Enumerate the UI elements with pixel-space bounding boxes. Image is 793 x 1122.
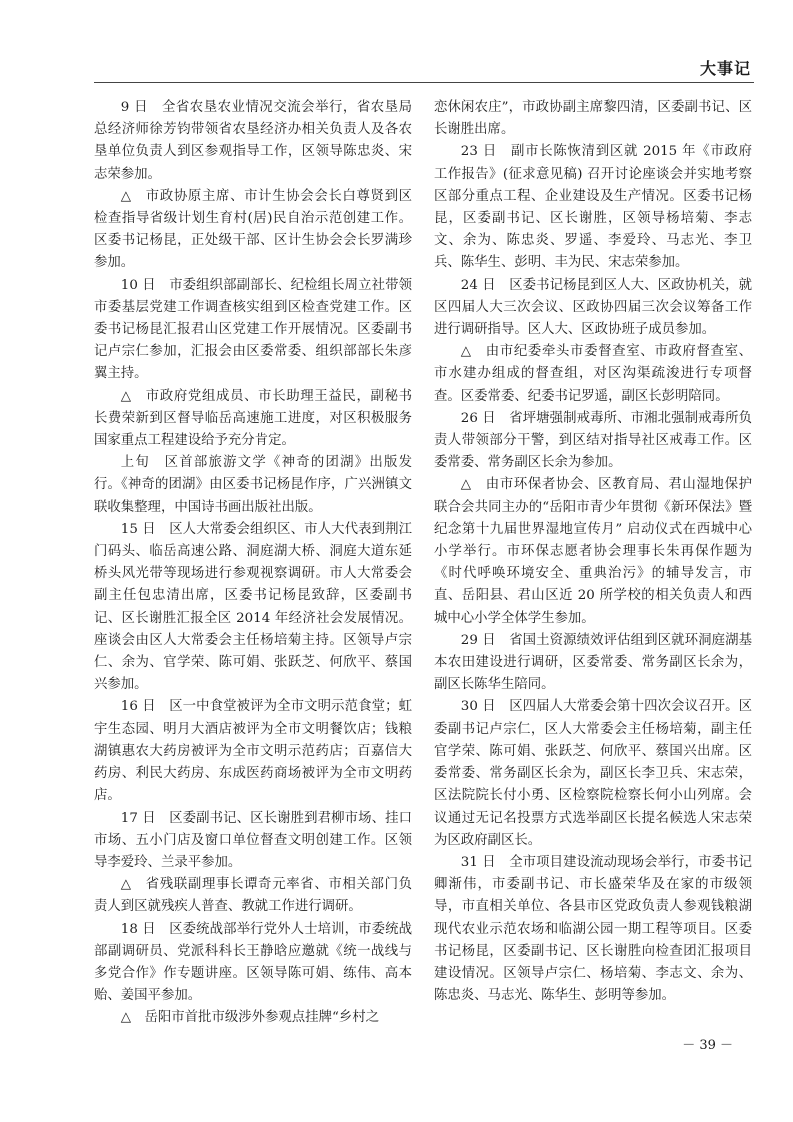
- paragraph: 29 日 省国土资源绩效评估组到区就环洞庭湖基本农田建设进行调研，区委常委、常务副区长余为，副区长陈华生陪同。: [434, 632, 752, 693]
- paragraph: △ 由市环保者协会、区教育局、君山湿地保护联合会共同主办的“岳阳市青少年贯彻《新环保法》暨纪念第十九届世界湿地宣传月” 启动仪式在西城中心小学举行。市环保志愿者协会理事长朱再保作题为《时代呼唤环境安全、重典治污》的辅导发言，市直、岳阳县、君山区近 20 所学校的相关负责人和西城中心小学全体学生参加。: [434, 477, 752, 626]
- paragraph: △ 市政协原主席、市计生协会会长白尊贤到区检查指导省级计划生育村(居)民自治示范创建工作。区委书记杨昆，正处级干部、区计生协会会长罗满珍参加。: [94, 188, 412, 271]
- paragraph: 上旬 区首部旅游文学《神奇的团湖》出版发行。《神奇的团湖》由区委书记杨昆作序，广兴洲镇文联收集整理，中国诗书画出版社出版。: [94, 455, 412, 515]
- paragraph: 23 日 副市长陈恢清到区就 2015 年《市政府工作报告》(征求意见稿) 召开讨论座谈会并实地考察区部分重点工程、企业建设及生产情况。区委书记杨昆，区委副书记、区长谢胜，区领导杨培菊、李志文、余为、陈忠炎、罗遥、李爱玲、马志光、李卫兵、陈华生、彭明、丰为民、宋志荣参加。: [434, 144, 752, 271]
- running-header-title: 大事记: [699, 59, 751, 78]
- paragraph: 18 日 区委统战部举行党外人士培训，市委统战部副调研员、党派科科长王静晗应邀就《统一战线与多党合作》作专题讲座。区领导陈可娟、练伟、高本贻、姜国平参加。: [94, 921, 412, 1004]
- paragraph: 17 日 区委副书记、区长谢胜到君柳市场、挂口市场、五小门店及窗口单位督查文明创建工作。区领导李爱玲、兰录平参加。: [94, 810, 412, 870]
- paragraph: 10 日 市委组织部副部长、纪检组长周立社带领市委基层党建工作调查核实组到区检查党建工作。区委书记杨昆汇报君山区党建工作开展情况。区委副书记卢宗仁参加，汇报会由区委常委、组织部部长朱彦翼主持。: [94, 277, 412, 382]
- paragraph-continuation: 恋休闲农庄”，市政协副主席黎四清，区委副书记、区长谢胜出席。: [434, 100, 752, 138]
- paragraph: 16 日 区一中食堂被评为全市文明示范食堂；虹宇生态园、明月大酒店被评为全市文明餐饮店；钱粮湖镇惠农大药房被评为全市文明示范药店；百嘉信大药房、利民大药房、东成医药商场被评为全市文明药店。: [94, 699, 412, 804]
- paragraph: 15 日 区人大常委会组织区、市人大代表到荆江门码头、临岳高速公路、洞庭湖大桥、洞庭大道东延桥头风光带等现场进行参观视察调研。市人大常委会副主任包忠清出席，区委书记杨昆致辞，区委副书记、区长谢胜汇报全区 2014 年经济社会发展情况。座谈会由区人大常委会主任杨培菊主持。区领导卢宗仁、余为、官学荣、陈可娟、张跃芝、何欣平、蔡国兴参加。: [94, 521, 412, 693]
- paragraph: 26 日 省坪塘强制戒毒所、市湘北强制戒毒所负责人带领部分干警，到区结对指导社区戒毒工作。区委常委、常务副区长余为参加。: [434, 410, 752, 471]
- paragraph: 9 日 全省农垦农业情况交流会举行，省农垦局总经济师徐芳钧带领省农垦经济办相关负责人及各农垦单位负责人到区参观指导工作，区领导陈忠炎、宋志荣参加。: [94, 100, 412, 182]
- paragraph: 31 日 全市项目建设流动现场会举行，市委书记卿渐伟，市委副书记、市长盛荣华及在家的市级领导，市直相关单位、各县市区党政负责人参观钱粮湖现代农业示范农场和临湖公园一期工程等项目。区委书记杨昆，区委副书记、区长谢胜向检查团汇报项目建设情况。区领导卢宗仁、杨培菊、李志文、余为、陈忠炎、马志光、陈华生、彭明等参加。: [434, 854, 752, 1004]
- left-column: [94, 97, 412, 1030]
- paragraph: △ 省残联副理事长谭奇元率省、市相关部门负责人到区就残疾人普查、教就工作进行调研。: [94, 877, 412, 915]
- right-column: [434, 97, 752, 1007]
- paragraph: 24 日 区委书记杨昆到区人大、区政协机关，就区四届人大三次会议、区政协四届三次会议筹备工作进行调研指导。区人大、区政协班子成员参加。: [434, 277, 752, 338]
- paragraph: △ 市政府党组成员、市长助理王益民，副秘书长费荣新到区督导临岳高速施工进度，对区积极服务国家重点工程建设给予充分肯定。: [94, 388, 412, 449]
- paragraph: △ 岳阳市首批市级涉外参观点挂牌“乡村之: [120, 1010, 379, 1026]
- header-rule: [94, 82, 754, 83]
- page-number: － 39 －: [682, 1038, 733, 1053]
- paragraph: △ 由市纪委牵头市委督查室、市政府督查室、市水建办组成的督查组，对区沟渠疏浚进行专项督查。区委常委、纪委书记罗遥，副区长彭明陪同。: [434, 344, 752, 404]
- paragraph: 30 日 区四届人大常委会第十四次会议召开。区委副书记卢宗仁，区人大常委会主任杨培菊，副主任官学荣、陈可娟、张跃芝、何欣平、蔡国兴出席。区委常委、常务副区长余为，副区长李卫兵、宋志荣，区法院院长付小勇、区检察院检察长何小山列席。会议通过无记名投票方式选举副区长提名候选人宋志荣为区政府副区长。: [434, 699, 752, 848]
